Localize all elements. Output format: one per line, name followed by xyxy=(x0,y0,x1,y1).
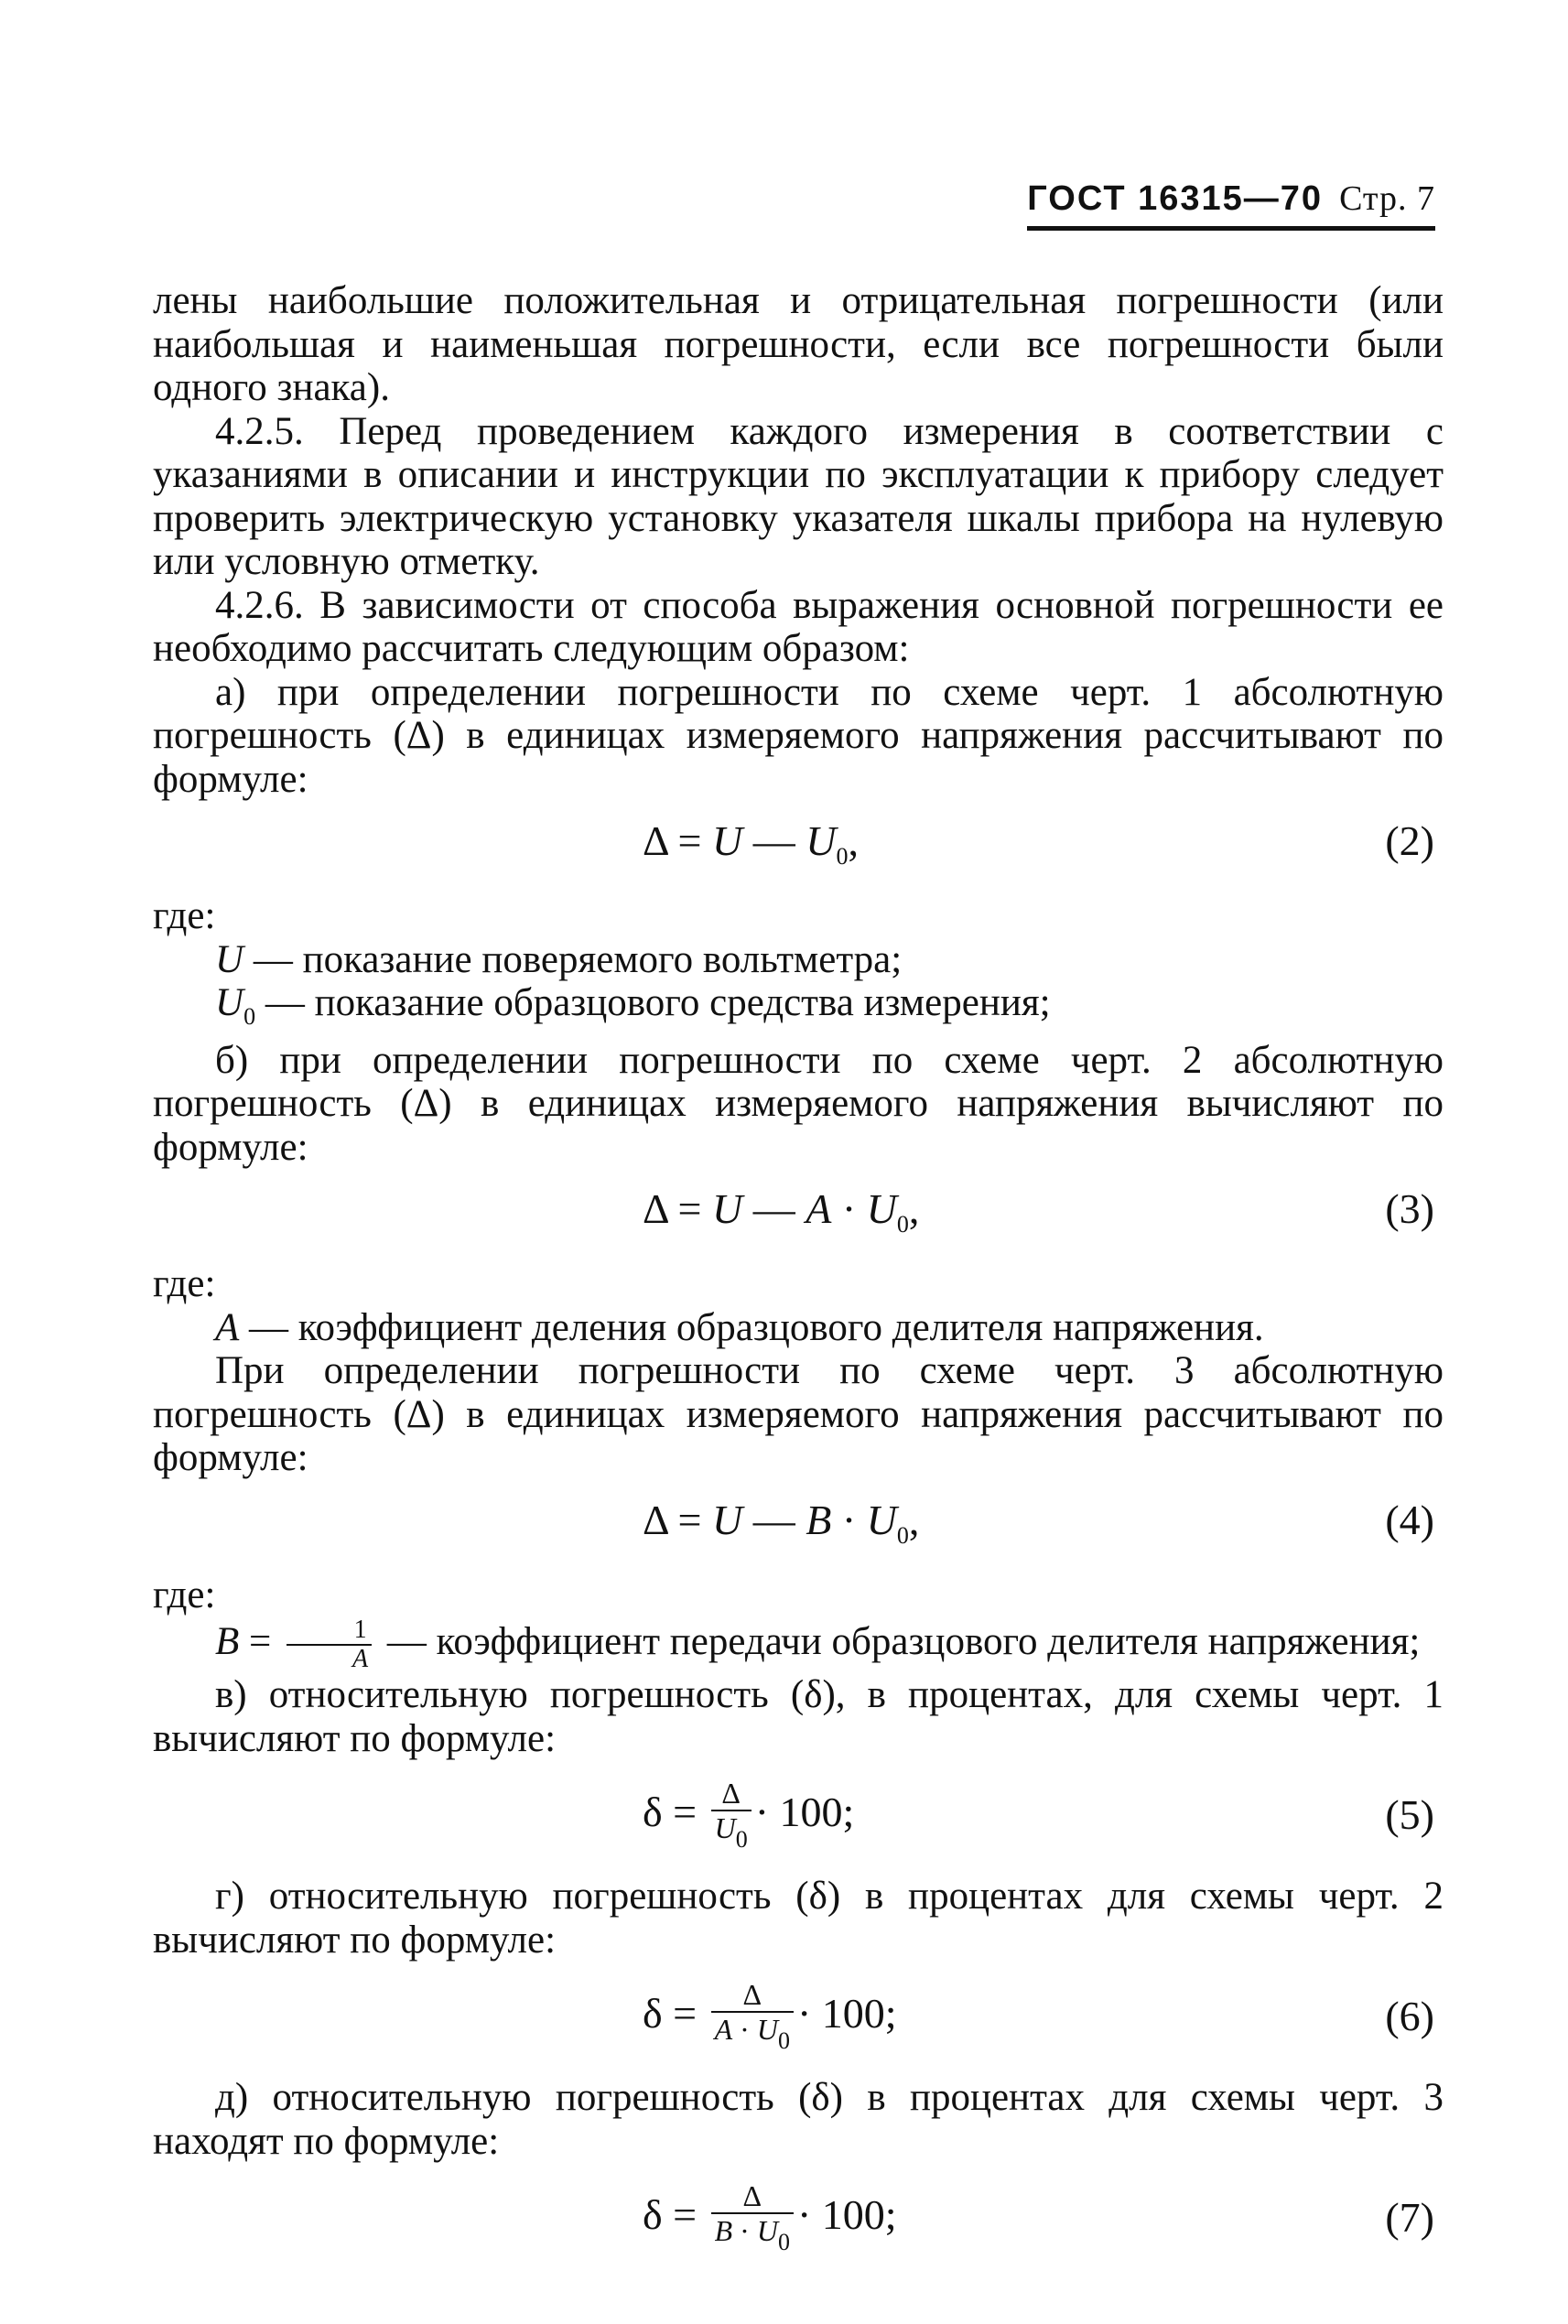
definition-U0-text: — показание образцового средства измерения; xyxy=(265,981,1051,1024)
definition-U: U — показание поверяемого вольтметра; xyxy=(215,937,903,981)
formula-5 xyxy=(153,1769,1444,1865)
formula-2 xyxy=(153,810,1444,885)
item-a: а) при определении погрешности по схеме черт. 1 абсолютную погрешность (Δ) в единицах измеряемого напряжения рассчитывают по формуле: xyxy=(153,670,1444,801)
definition-A-text: — коэффициент деления образцового делителя напряжения. xyxy=(249,1305,1264,1349)
formula-3-expression: Δ = U — $A \cdot U_0$, xyxy=(643,1185,920,1238)
page-header xyxy=(1027,178,1435,231)
item-b: б) при определении погрешности по схеме черт. 2 абсолютную погрешность (Δ) в единицах измеряемого напряжения вычисляют по формуле: xyxy=(153,1038,1444,1169)
definition-B-text: — коэффициент передачи образцового делителя напряжения; xyxy=(386,1619,1421,1663)
where-label: где: xyxy=(153,894,216,937)
item-v: в) относительную погрешность (δ), в процентах, для схемы черт. 1 вычисляют по формуле: xyxy=(153,1673,1444,1760)
paragraph-continuation: лены наибольшие положительная и отрицательная погрешности (или наибольшая и наименьшая погрешности, если все погрешности были одного знака). xyxy=(153,279,1444,409)
formula-3 xyxy=(153,1178,1444,1253)
where-label: где: xyxy=(153,1573,216,1616)
document-body xyxy=(153,279,1444,2277)
formula-7-expression: δ = $\frac{\Delta}{B \cdot U_0}$ · 100; xyxy=(643,2179,897,2255)
formula-4-number: (4) xyxy=(1385,1496,1434,1543)
definition-B: B = $\frac{1}{A}$ — коэффициент передачи образцового делителя напряжения; xyxy=(215,1616,1421,1673)
formula-4-expression: Δ = U — $B \cdot U_0$, xyxy=(643,1496,920,1549)
fraction-1-over-A: $\frac{1}{A}$ xyxy=(287,1616,372,1673)
page-number: Стр. 7 xyxy=(1339,179,1435,218)
formula-6-expression: δ = $\frac{\Delta}{A \cdot U_0}$ · 100; xyxy=(643,1978,897,2054)
formula-6 xyxy=(153,1971,1444,2067)
formula-7-number: (7) xyxy=(1385,2194,1434,2241)
formula-2-expression: Δ = U — $U_0$, xyxy=(643,817,859,870)
gost-number: ГОСТ 16315—70 xyxy=(1027,179,1324,218)
formula-3-number: (3) xyxy=(1385,1185,1434,1232)
definition-U0: $U_0$ — показание образцового средства измерения; xyxy=(215,981,1051,1030)
item-d: д) относительную погрешность (δ) в процентах для схемы черт. 3 находят по формуле: xyxy=(153,2076,1444,2163)
formula-5-expression: δ = $\frac{\Delta}{U_0}$ · 100; xyxy=(643,1777,855,1853)
definition-A: A — коэффициент деления образцового делителя напряжения. xyxy=(215,1305,1264,1349)
definition-U-text: — показание поверяемого вольтметра; xyxy=(253,937,903,981)
where-label: где: xyxy=(153,1262,216,1305)
formula-7 xyxy=(153,2172,1444,2268)
item-scheme-3: При определении погрешности по схеме черт. 3 абсолютную погрешность (Δ) в единицах измеряемого напряжения рассчитывают по формуле: xyxy=(153,1349,1444,1479)
formula-6-number: (6) xyxy=(1385,1993,1434,2039)
formula-4 xyxy=(153,1489,1444,1564)
paragraph-4-2-6: 4.2.6. В зависимости от способа выражения основной погрешности ее необходимо рассчитать следующим образом: xyxy=(153,583,1444,670)
formula-2-number: (2) xyxy=(1385,817,1434,864)
item-g: г) относительную погрешность (δ) в процентах для схемы черт. 2 вычисляют по формуле: xyxy=(153,1875,1444,1962)
paragraph-4-2-5: 4.2.5. Перед проведением каждого измерения в соответствии с указаниями в описании и инструкции по эксплуатации к прибору следует проверить электрическую установку указателя шкалы прибора на нулевую или условную отметку. xyxy=(153,409,1444,583)
formula-5-number: (5) xyxy=(1385,1791,1434,1838)
